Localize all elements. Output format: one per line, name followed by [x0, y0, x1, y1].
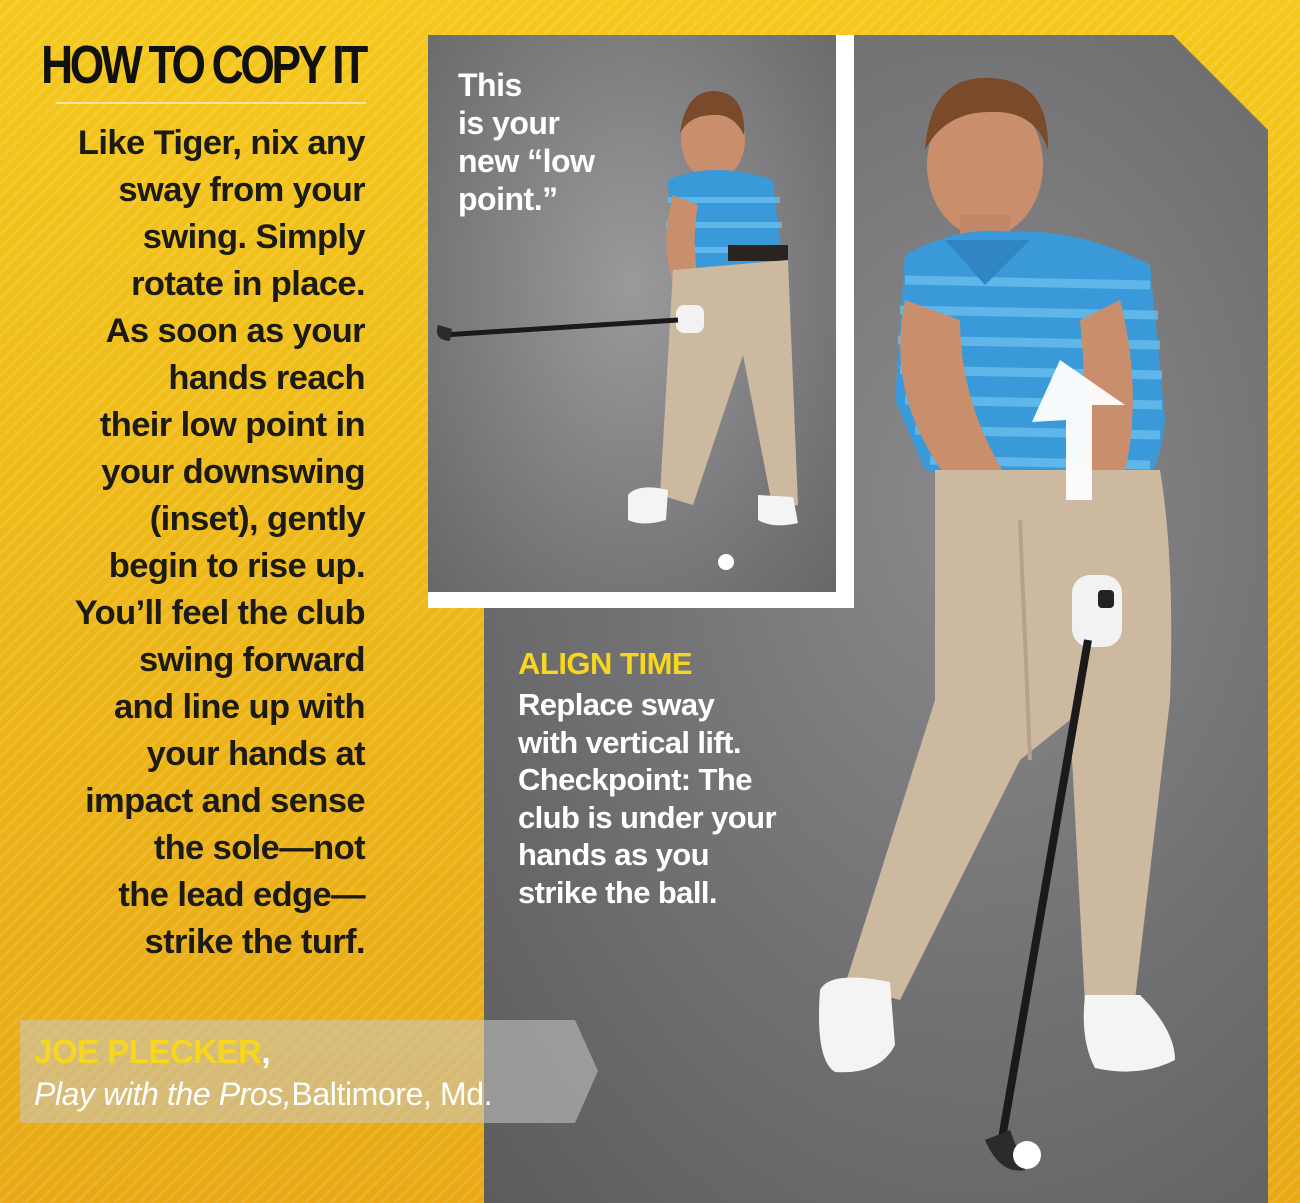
- align-line: with vertical lift.: [518, 724, 741, 760]
- body-line: strike the turf.: [144, 923, 365, 961]
- credit-name: [34, 1033, 270, 1071]
- align-line: hands as you: [518, 837, 709, 872]
- body-line: (inset), gently: [149, 500, 365, 538]
- inset-caption-line: This: [458, 67, 522, 103]
- credit-name-text: JOE PLECKER: [34, 1033, 262, 1070]
- align-line: strike the ball.: [518, 874, 717, 910]
- inset-caption-line: is your: [458, 105, 560, 141]
- headline: HOW TO COPY IT: [41, 35, 365, 95]
- body-line: begin to rise up.: [108, 547, 365, 585]
- body-line: the lead edge—: [118, 876, 365, 914]
- credit-program: Play with the Pros,: [34, 1076, 292, 1112]
- body-text: [20, 120, 365, 966]
- body-line: As soon as your: [105, 312, 365, 350]
- body-line: swing forward: [138, 641, 365, 679]
- body-line: impact and sense: [85, 782, 365, 820]
- headline-divider: [56, 102, 366, 104]
- body-line: sway from your: [118, 171, 365, 209]
- align-time-text: [518, 686, 776, 911]
- body-line: and line up with: [113, 688, 365, 726]
- inset-caption-line: point.”: [458, 181, 558, 217]
- align-line: Replace sway: [518, 687, 715, 722]
- body-line: hands reach: [168, 359, 365, 397]
- align-line: club is under your: [518, 799, 776, 835]
- body-line: their low point in: [99, 406, 365, 444]
- inset-caption-line: new “low: [458, 143, 595, 179]
- align-line: Checkpoint: The: [518, 762, 752, 797]
- body-line: rotate in place.: [131, 265, 365, 303]
- inset-caption: [458, 66, 594, 218]
- credit-comma: ,: [261, 1033, 271, 1070]
- body-line: swing. Simply: [142, 218, 365, 256]
- body-line: You’ll feel the club: [74, 594, 365, 632]
- credit-place: [34, 1076, 492, 1113]
- body-line: the sole—not: [153, 829, 365, 867]
- body-line: your hands at: [146, 735, 365, 773]
- body-line: your downswing: [101, 453, 365, 491]
- credit-location: Baltimore, Md.: [291, 1076, 493, 1112]
- body-line: Like Tiger, nix any: [77, 124, 365, 162]
- align-time-title: ALIGN TIME: [518, 646, 693, 681]
